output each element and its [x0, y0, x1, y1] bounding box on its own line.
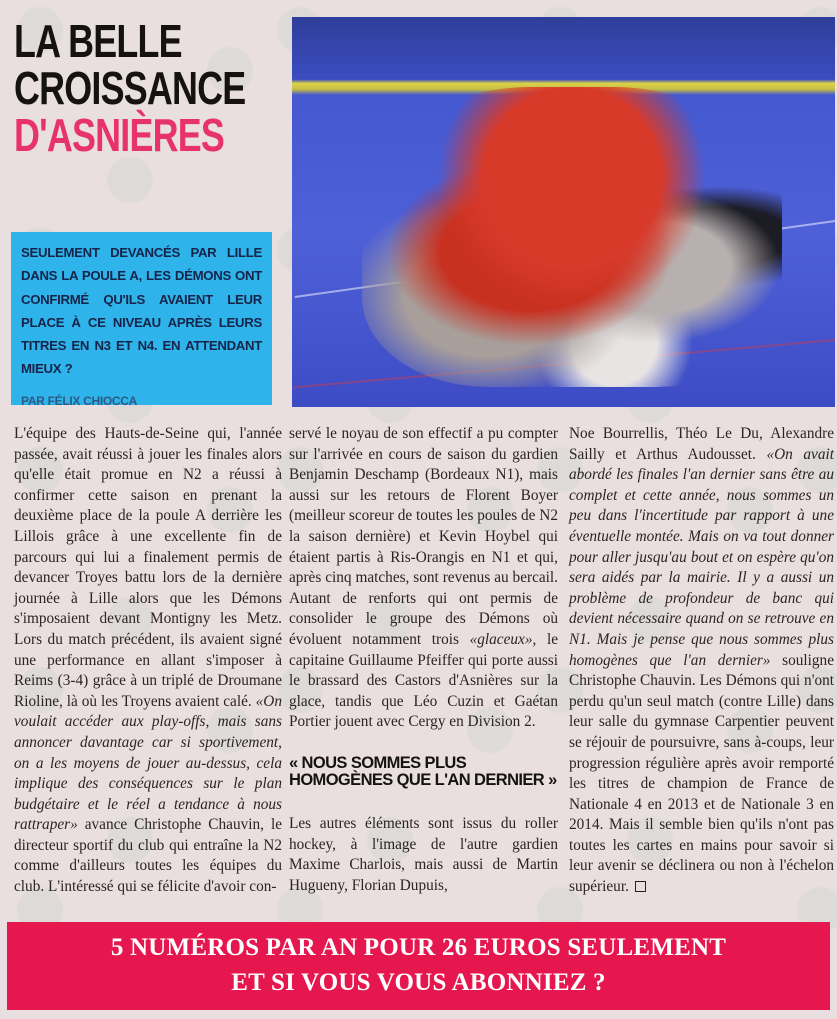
body-text: souligne Christophe Chauvin. Les Démons qui n'ont perdu qu'un seul match (contre Lille) dans leur salle du gymnase Carpentier peuvent se réjouir de poursuivre, sans à-coups, leur progression régulière après avoir remporté les titres de champion de France de Nationale 4 en 2013 et de Nationale 3 en 2014. Mais il semble bien qu'ils n'ont pas toutes les cartes en mains pour savoir si leur avenir se déclinera ou non à l'échelon supérieur.	[569, 651, 834, 896]
quote: «glaceux»	[469, 630, 533, 648]
quote: «On voulait accéder aux play-offs, mais sans annoncer davantage car si sportivement, on a les moyens de jouer au-dessus, cela implique des conséquences sur le plan budgétaire et le réel a tendance à nous rattraper»	[14, 692, 282, 834]
article-column-3	[569, 424, 834, 898]
headline-line-3-accent: D'ASNIÈRES	[14, 109, 225, 161]
byline: PAR FÉLIX CHIOCCA	[21, 393, 138, 408]
quote: «On avait abordé les finales l'an dernier sans être au complet et cette année, nous sommes un peu dans l'incertitude par rapport à une éventuelle montée. Mais on va tout donner pour aller jusqu'au bout et on espère qu'on sera aidés par la mairie. Il y a aussi un problème de profondeur de banc qui devient nécessaire quand on se retrouve en N1. Mais je pense que nous sommes plus homogènes que l'an dernier»	[569, 445, 834, 669]
body-text: servé le noyau de son effectif a pu compter sur l'arrivée en cours de saison du gardien Benjamin Deschamp (Bordeaux N1), mais aussi sur les retours de Florent Boyer (meilleur scoreur de toutes les poules de N2 la saison dernière) et Kevin Hoybel qui étaient partis à Ris-Orangis en N1 et qui, après cinq matches, sont revenus au bercail. Autant de renforts qui ont permis de consolider le groupe des Démons où évoluent notamment trois	[289, 425, 558, 648]
body-text: , le capitaine Guillaume Pfeiffer qui porte aussi le brassard des Castors d'Asnières sur la glace, tandis que Léo Cuzin et Gaétan Portier jouent avec Cergy en Division 2.	[289, 630, 558, 731]
paragraph	[569, 424, 834, 898]
article-column-2	[289, 424, 558, 896]
subscription-banner[interactable]	[7, 922, 830, 1010]
paragraph	[289, 424, 558, 733]
subheading: « NOUS SOMMES PLUS HOMOGÈNES QUE L'AN DERNIER »	[289, 753, 557, 790]
paragraph	[14, 424, 282, 898]
end-of-article-icon	[635, 881, 646, 892]
paragraph: Les autres éléments sont issus du roller hockey, à l'image de l'autre gardien Maxime Charlois, mais aussi de Martin Hugueny, Florian Dupuis,	[289, 814, 558, 894]
headline-line-1: LA BELLE	[14, 15, 182, 67]
promo-line-2: ET SI VOUS VOUS ABONNIEZ ?	[231, 969, 606, 996]
headline-line-2: CROISSANCE	[14, 62, 246, 114]
headline	[14, 15, 246, 161]
body-text: L'équipe des Hauts-de-Seine qui, l'année passée, avait réussi à jouer les finales alors qu'elle était promue en N2 a réussi à confirmer cette saison en prenant la deuxième place de la poule A derrière les Lillois grâce à une excellente fin de parcours qui lui a finalement permis de devancer Troyes battu lors de la dernière journée à Lille alors que les Démons s'imposaient devant Montigny les Metz. Lors du match précédent, ils avaient signé une performance en allant s'imposer à Reims (3-4) grâce à un triplé de Droumane Rioline, là où les Troyens avaient calé.	[14, 425, 282, 710]
promo-line-1: 5 NUMÉROS PAR AN POUR 26 EUROS SEULEMENT	[110, 934, 727, 961]
body-text: avance Christophe Chauvin, le directeur sportif du club qui entraîne la N2 comme d'ailleurs toutes les équipes du club. L'intéressé qui se félicite d'avoir con-	[14, 816, 282, 896]
team-group-figure	[362, 87, 782, 387]
team-photo	[292, 17, 835, 407]
standfirst-text: SEULEMENT DEVANCÉS PAR LILLE DANS LA POULE A, LES DÉMONS ONT CONFIRMÉ QU'ILS AVAIENT LEUR PLACE À CE NIVEAU APRÈS LEURS TITRES EN N3 ET N4. EN ATTENDANT MIEUX ?	[21, 245, 262, 377]
body-text: Noe Bourrellis, Théo Le Du, Alexandre Sailly et Arthus Audousset.	[569, 425, 834, 463]
photo-description	[300, 391, 769, 401]
article-column-1	[14, 424, 282, 898]
standfirst-box	[11, 232, 272, 408]
